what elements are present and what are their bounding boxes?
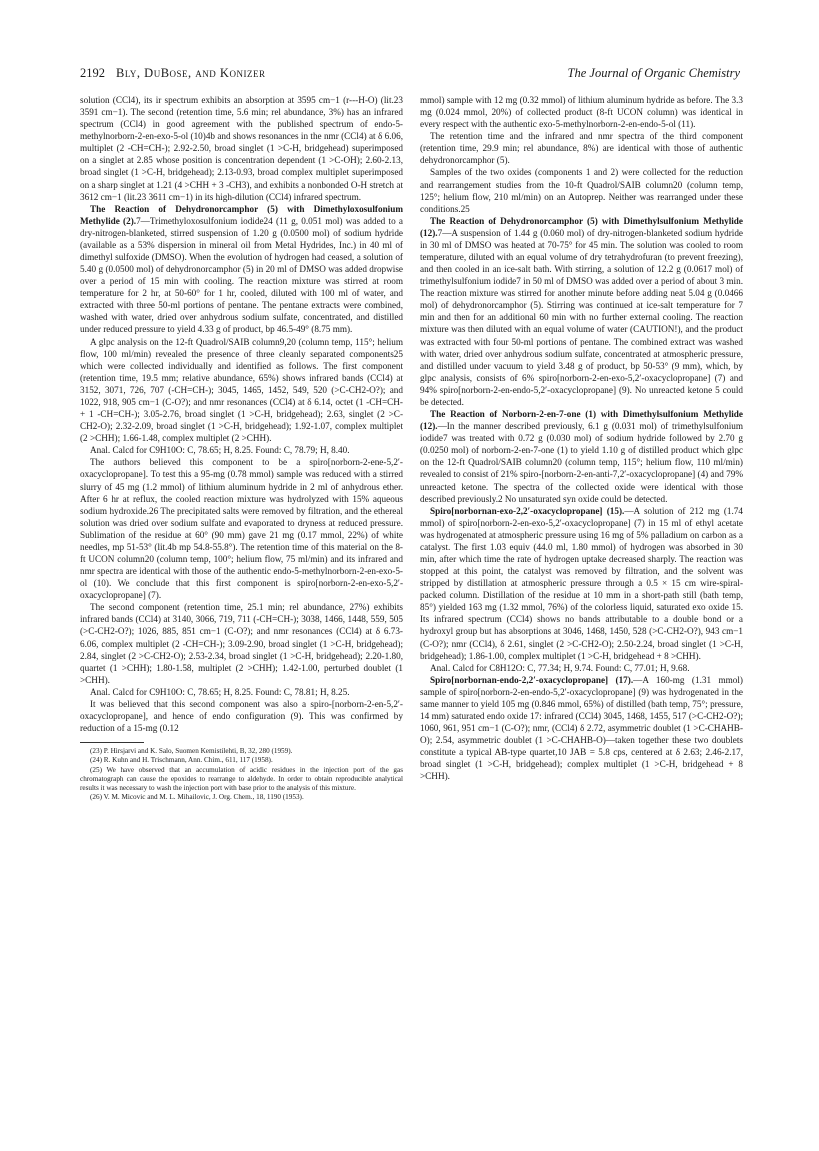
paragraph: The Reaction of Dehydronorcamphor (5) with Dimethyloxosulfonium Methylide (2).7—Trimethyloxosulfonium iodide24 (11 g, 0.051 mol) was added to a dry-nitrogen-blanketed, stirred suspension of 1.20 g (0.0500 mol) of sodium hydride (available as a 53% dispersion in mineral oil from Metal Hydrides, Inc.) in 40 ml of dimethyl sulfoxide (DMSO). When the evolution of hydrogen had ceased, a solution of 5.40 g (0.0500 mol) of dehydronorcamphor (5) in 20 ml of DMSO was added dropwise over a period of 15 min with cooling. The reaction mixture was stirred at room temperature for 2 hr, at 50-60° for 1 hr, cooled, diluted with 100 ml of water, and extracted with three 50-ml portions of pentane. The pentane extracts were combined, washed with water, dried over anhydrous sodium sulfate, concentrated, and distilled under reduced pressure to yield 4.33 g of product, bp 46.5-49° (8.75 mm).: [80, 203, 403, 335]
section-title: Spiro[norbornan-endo-2,2′-oxacyclopropane] (17).: [430, 674, 634, 685]
paragraph: The second component (retention time, 25.1 min; rel abundance, 27%) exhibits infrared bands (CCl4) at 3140, 3066, 719, 711 (-CH=CH-); 3038, 1466, 1448, 559, 505 (>C-CH2-O?); 1026, 885, 851 cm−1 (C-O?); and nmr resonances (CCl4) at δ 6.73-6.06, complex multiplet (2 -CH=CH-); 3.09-2.90, broad singlet (1 >C-H, bridgehead); 2.84, singlet (2 >C-CH2-O); 2.53-2.34, broad singlet (1 >C-H, bridgehead); 2.20-1.80, quartet (1 >CHH); 1.80-1.58, multiplet (2 >CHH); 1.42-1.00, perturbed doublet (1 >CHH).: [80, 602, 403, 685]
footnote-rule: [80, 742, 144, 743]
right-column: [420, 94, 743, 782]
paragraph: A glpc analysis on the 12-ft Quadrol/SAIB column9,20 (column temp, 115°; helium flow, 100 ml/min) revealed the presence of three cleanly separated components25 which were collected individually and identified as follows. The first component (retention time, 19.5 mm; relative abundance, 65%) shows infrared bands (CCl4) at 3152, 3071, 726, 707 (-CH=CH-); 3045, 1465, 1452, 549, 520 (>C-CH2-O?); and 1022, 918, 905 cm−1 (C-O?); and nmr resonances (CCl4) at δ 6.14, octet (1 -CH=CH- + 1 -CH=CH-); 3.05-2.76, broad singlet (1 >C-H, bridgehead); 2.63, singlet (2 >C-CH2-O); 2.32-2.09, broad singlet (1 >C-H, bridgehead); 1.92-1.07, complex multiplet (2 >CHH); 1.66-1.48, complex multiplet (2 >CHH).: [80, 336, 403, 444]
paragraph: Anal. Calcd for C9H10O: C, 78.65; H, 8.25. Found: C, 78.79; H, 8.40.: [90, 445, 350, 456]
footnote: (23) P. Hirsjarvi and K. Salo, Suomen Kemistilehti, B, 32, 280 (1959).: [90, 747, 293, 756]
paragraph: Spiro[norbornan-endo-2,2′-oxacyclopropane] (17).—A 160-mg (1.31 mmol) sample of spiro[norborn-2-en-endo-5,2′-oxacyclopropane] (9) was hydrogenated in the same manner to yield 105 mg (0.846 mmol, 65%) of distilled (bath temp, 75°; pressure, 14 mm) saturated endo oxide 17: infrared (CCl4) 3045, 1468, 1455, 517 (>C-CH2-O?); 1060, 961, 951 cm−1 (C-O?); nmr, (CCl4) δ 2.72, asymmetric doublet (1 >C-CHAHB-O); 2.54, asymmetric doublet (1 >C-CHAHB-O)—taken together these two doublets constitute a typical AB-type quartet,10 JAB = 5.8 cps, centered at δ 2.63; 2.46-2.17, broad singlet (1 >C-H, bridgehead); complex multiplet (1 >C-H, bridgehead + 8 >CHH).: [420, 674, 743, 782]
paragraph: The retention time and the infrared and nmr spectra of the third component (retention time, 29.9 min; rel abundance, 8%) are identical with those of authentic dehydronorcamphor (5).: [420, 131, 743, 166]
section-title: Spiro[norbornan-exo-2,2′-oxacyclopropane] (15).: [430, 505, 625, 516]
paragraph: The Reaction of Norborn-2-en-7-one (1) with Dimethylsulfonium Methylide (12).—In the manner described previously, 6.1 g (0.031 mol) of trimethylsulfonium iodide7 was treated with 0.72 g (0.030 mol) of sodium hydride followed by 2.70 g (0.0250 mol) of norborn-2-en-7-one (1) to yield 1.10 g of distilled product which glpc on the 12-ft Quadrol/SAIB column20 (column temp, 115°; helium flow, 110 ml/min) revealed to consist of 21% spiro-[norborn-2-en-anti-7,2′-oxacyclopropane] (4) and 79% unreacted ketone. The spectra of the collected oxide were identical with those described previously.2 No unsaturated syn oxide could be detected.: [420, 409, 743, 504]
running-header: [80, 66, 740, 84]
running-head-journal: The Journal of Organic Chemistry: [567, 66, 740, 80]
section-title: The Reaction of Dehydronorcamphor (5) with Dimethylsulfonium Methylide (12).: [420, 215, 743, 238]
paragraph: Anal. Calcd for C9H10O: C, 78.65; H, 8.25. Found: C, 78.81; H, 8.25.: [90, 686, 350, 697]
section-title: The Reaction of Dehydronorcamphor (5) with Dimethyloxosulfonium Methylide (2).: [80, 203, 403, 226]
paragraph: Samples of the two oxides (components 1 and 2) were collected for the reduction and rearrangement studies from the 10-ft Quadrol/SAIB column20 (column temp, 125°; helium flow, 210 ml/min) on an Autoprep. Neither was rearranged under these conditions.25: [420, 167, 743, 214]
running-head-authors: Bly, DuBose, and Konizer: [116, 66, 266, 80]
footnote: (25) We have observed that an accumulation of acidic residues in the injection port of the gas chromatograph can cause the epoxides to rearrange to aldehyde. In order to obtain reproducible analytical results it was necessary to wash the injection port with base prior to the analysis of this mixture.: [80, 765, 403, 792]
paragraph: The Reaction of Dehydronorcamphor (5) with Dimethylsulfonium Methylide (12).7—A suspension of 1.44 g (0.060 mol) of dry-nitrogen-blanketed sodium hydride in 30 ml of DMSO was heated at 70-75° for 45 min. The solution was cooled to room temperature, diluted with an equal volume of dry tetrahydrofuran (to prevent freezing), and then cooled in an ice-salt bath. With stirring, a solution of 12.2 g (0.0617 mol) of trimethylsulfonium iodide7 in 50 ml of DMSO was added over a period of about 3 min. The reaction mixture was stirred for another minute before adding neat 5.04 g (0.0466 mol) of dehydronorcamphor (5). Stirring was continued at ice-salt temperature for 7 min and then for an additional 60 min with no further external cooling. The reaction mixture was then diluted with an equal volume of water (CAUTION!), and the product was extracted with four 50-ml portions of pentane. The combined extract was washed with water, dried over anhydrous sodium sulfate, concentrated at atmospheric pressure, and distilled under vacuum to yield 3.48 g of product, bp 50-53° (9 mm), which, by glpc analysis, consists of 6% spiro[norborn-2-en-exo-5,2′-oxacyclopropane] (7) and 94% spiro[norborn-2-en-endo-5,2′-oxacyclopropane] (9). No unreacted ketone 5 could be detected.: [420, 215, 743, 407]
paragraph: It was believed that this second component was also a spiro-[norborn-2-en-5,2′-oxacyclopropane], and hence of endo configuration (9). This was confirmed by reduction of a 15-mg (0.12: [80, 698, 403, 734]
paragraph: The authors believed this component to be a spiro[norborn-2-ene-5,2′-oxacyclopropane]. To test this a 95-mg (0.78 mmol) sample was reduced with a stirred slurry of 45 mg (1.2 mmol) of lithium aluminum hydride in 2 ml of anhydrous ether. After 6 hr at reflux, the cooled reaction mixture was hydrolyzed with 15% aqueous sodium hydroxide.26 The precipitated salts were removed by filtration, and the ethereal solution was dried over sodium sulfate and evaporated to dryness at reduced pressure. Sublimation of the residue at 60° (90 mm) gave 21 mg (0.17 mmol, 22%) of white needles, mp 51-53° (lit.4b mp 54.8-55.8°). The retention time of this material on the 8-ft UCON column20 (column temp, 100°; helium flow, 75 ml/min) and its infrared and nmr spectra are identical with those of the authentic endo-5-methylnorborn-2-en-exo-5-ol (10). We conclude that this first component is spiro[norborn-2-en-exo-5,2′-oxacyclopropane] (7).: [80, 457, 403, 601]
footnote: (24) R. Kuhn and H. Trischmann, Ann. Chim., 611, 117 (1958).: [90, 756, 273, 765]
left-column: [80, 94, 403, 802]
paragraph: Spiro[norbornan-exo-2,2′-oxacyclopropane] (15).—A solution of 212 mg (1.74 mmol) of spiro[norborn-2-en-exo-5,2′-oxacyclopropane] (7) in 15 ml of ethyl acetate was hydrogenated at atmospheric pressure using 16 mg of 5% palladium on carbon as a catalyst. The first 1.03 equiv (44.0 ml, 1.80 mmol) of hydrogen was absorbed in 30 min, after which time the rate of hydrogen uptake decreased sharply. The reaction was stopped at this point, the catalyst was removed by filtration, and the solvent was stripped by distillation at atmospheric pressure through a 0.5 × 15 cm wire-spiral-packed column. Distillation of the residue at 10 mm in a short-path still (bath temp, 85°) yielded 163 mg (1.32 mmol, 76%) of the colorless liquid, saturated exo oxide 15. Its infrared spectrum (CCl4) shows no bands attributable to a double bond or a hydroxyl group but has absorptions at 3046, 1468, 1450, 528 (>C-CH2-O?), 943 cm−1 (C-O?); nmr (CCl4), δ 2.61, singlet (2 >C-CH2-O); 2.50-2.24, broad singlet (1 >C-H, bridgehead); 1.86-1.00, complex multiplet (1 >C-H, bridgehead + 8 >CHH).: [420, 505, 743, 661]
page-number: 2192: [80, 66, 105, 80]
footnote: (26) V. M. Micovic and M. L. Mihailovic, J. Org. Chem., 18, 1190 (1953).: [90, 793, 304, 802]
paragraph: solution (CCl4), its ir spectrum exhibits an absorption at 3595 cm−1 (r---H-O) (lit.23 3591 cm−1). The second (retention time, 5.6 min; rel abundance, 3%) has an infrared spectrum (CCl4) in good agreement with the published spectrum of endo-5-methylnorborn-2-en-exo-5-ol (10)4b and shows resonances in the nmr (CCl4) at δ 6.06, multiplet (2 -CH=CH-); 2.92-2.50, broad singlet (1 >C-H, bridgehead) superimposed on a singlet at 2.85 whose position is concentration dependent (1 >C-OH); 2.60-2.13, broad singlet (1 >C-H, bridgehead); 2.13-0.93, broad complex multiplet superimposed on a sharp singlet at 1.21 (4 >CHH + 3 -CH3), and exhibits a nonbonded O-H stretch at 3612 cm−1 (lit.23 3611 cm−1) in its high-dilution (CCl4) infrared spectrum.: [80, 95, 403, 202]
paragraph: mmol) sample with 12 mg (0.32 mmol) of lithium aluminum hydride as before. The 3.3 mg (0.024 mmol, 20%) of collected product (8-ft UCON column) was identical in every respect with the authentic exo-5-methylnorborn-2-en-endo-5-ol (11).: [420, 95, 743, 130]
paragraph: Anal. Calcd for C8H12O: C, 77.34; H, 9.74. Found: C, 77.01; H, 9.68.: [430, 662, 690, 673]
section-title: The Reaction of Norborn-2-en-7-one (1) with Dimethylsulfonium Methylide (12).: [420, 409, 743, 432]
